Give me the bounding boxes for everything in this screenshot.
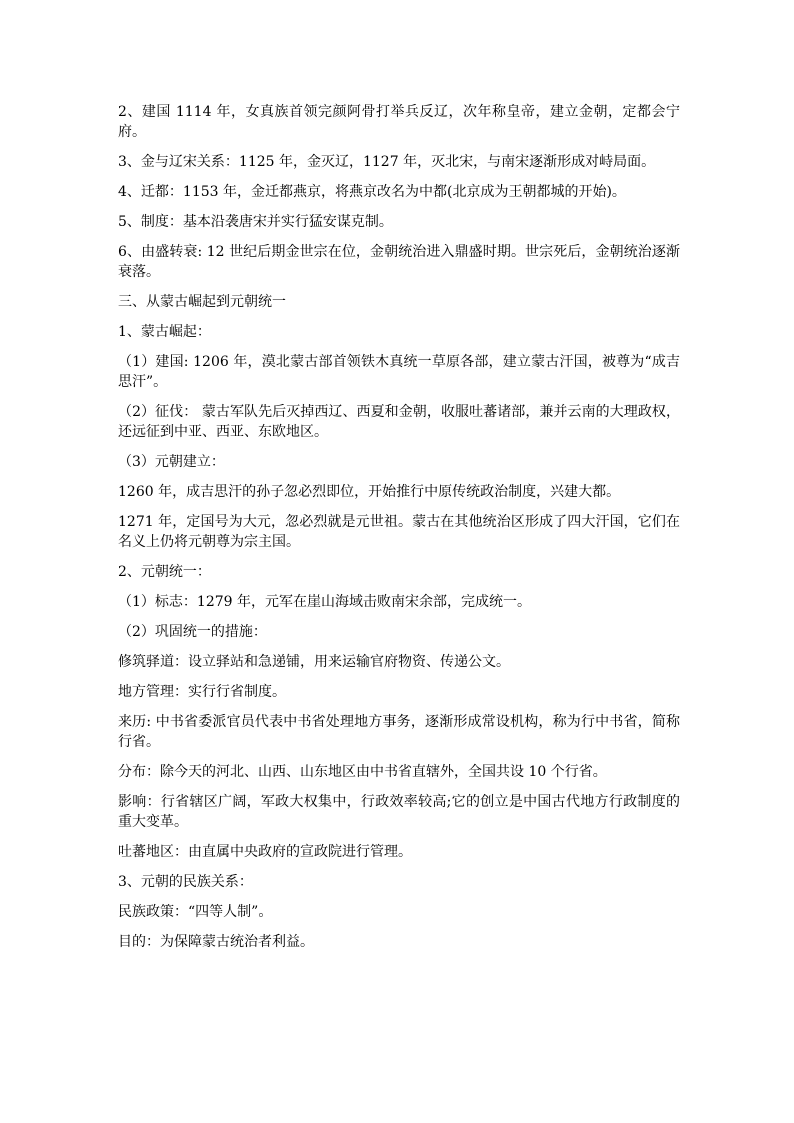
paragraph-post-roads: 修筑驿道：设立驿站和急递铺，用来运输官府物资、传递公文。 (118, 654, 510, 670)
paragraph-policy-purpose: 目的：为保障蒙古统治者利益。 (118, 934, 314, 950)
paragraph-province-impact: 影响：行省辖区广阔，军政大权集中，行政效率较高;它的创立是中国古代地方行政制度的重大变革。 (118, 794, 680, 830)
paragraph-capital-move: 4、迁都：1153 年，金迁都燕京，将燕京改名为中都(北京成为王朝都城的开始)。 (118, 184, 626, 200)
paragraph-province-origin: 来历: 中书省委派官员代表中书省处理地方事务，逐渐形成常设机构，称为行中书省，简称行省。 (118, 714, 680, 750)
subheading-mongol-rise: 1、蒙古崛起： (118, 324, 211, 340)
paragraph-tibet-administration: 吐蕃地区：由直属中央政府的宣政院进行管理。 (118, 844, 412, 860)
subheading-yuan-unification: 2、元朝统一： (118, 564, 211, 580)
document-body (118, 102, 680, 962)
subheading-ethnic-relations: 3、元朝的民族关系： (118, 874, 253, 890)
paragraph-consolidation-measures: （2）巩固统一的措施： (118, 624, 267, 640)
paragraph-ethnic-policy: 民族政策：“四等人制”。 (118, 904, 273, 920)
paragraph-kublai-accession: 1260 年，成吉思汗的孙子忽必烈即位，开始推行中原传统政治制度，兴建大都。 (118, 484, 621, 500)
paragraph-conquests: （2）征伐： 蒙古军队先后灭掉西辽、西夏和金朝，收服吐蕃诸部，兼并云南的大理政权，还远征到中亚、西亚、东欧地区。 (118, 404, 680, 440)
paragraph-mongol-founding: （1）建国: 1206 年，漠北蒙古部首领铁木真统一草原各部，建立蒙古汗国，被尊为“成吉思汗”。 (118, 354, 680, 390)
paragraph-dynasty-name: 1271 年，定国号为大元，忽必烈就是元世祖。蒙古在其他统治区形成了四大汗国，它们在名义上仍将元朝尊为宗主国。 (118, 514, 680, 550)
paragraph-local-administration: 地方管理：实行行省制度。 (118, 684, 286, 700)
subheading-yuan-founding: （3）元朝建立： (118, 454, 225, 470)
paragraph-unification-marker: （1）标志：1279 年，元军在崖山海域击败南宋余部，完成统一。 (118, 594, 531, 610)
paragraph-jin-liao-song-relations: 3、金与辽宋关系：1125 年，金灭辽，1127 年，灭北宋，与南宋逐渐形成对峙局面。 (118, 154, 656, 170)
section-heading-mongol-yuan: 三、从蒙古崛起到元朝统一 (118, 294, 286, 310)
paragraph-institutions: 5、制度：基本沿袭唐宋并实行猛安谋克制。 (118, 214, 393, 230)
paragraph-province-distribution: 分布：除今天的河北、山西、山东地区由中书省直辖外，全国共设 10 个行省。 (118, 764, 607, 780)
paragraph-rise-and-decline: 6、由盛转衰: 12 世纪后期金世宗在位，金朝统治进入鼎盛时期。世宗死后，金朝统治逐渐衰落。 (118, 244, 680, 280)
paragraph-jin-founding: 2、建国 1114 年，女真族首领完颜阿骨打举兵反辽，次年称皇帝，建立金朝，定都会宁府。 (118, 104, 680, 140)
